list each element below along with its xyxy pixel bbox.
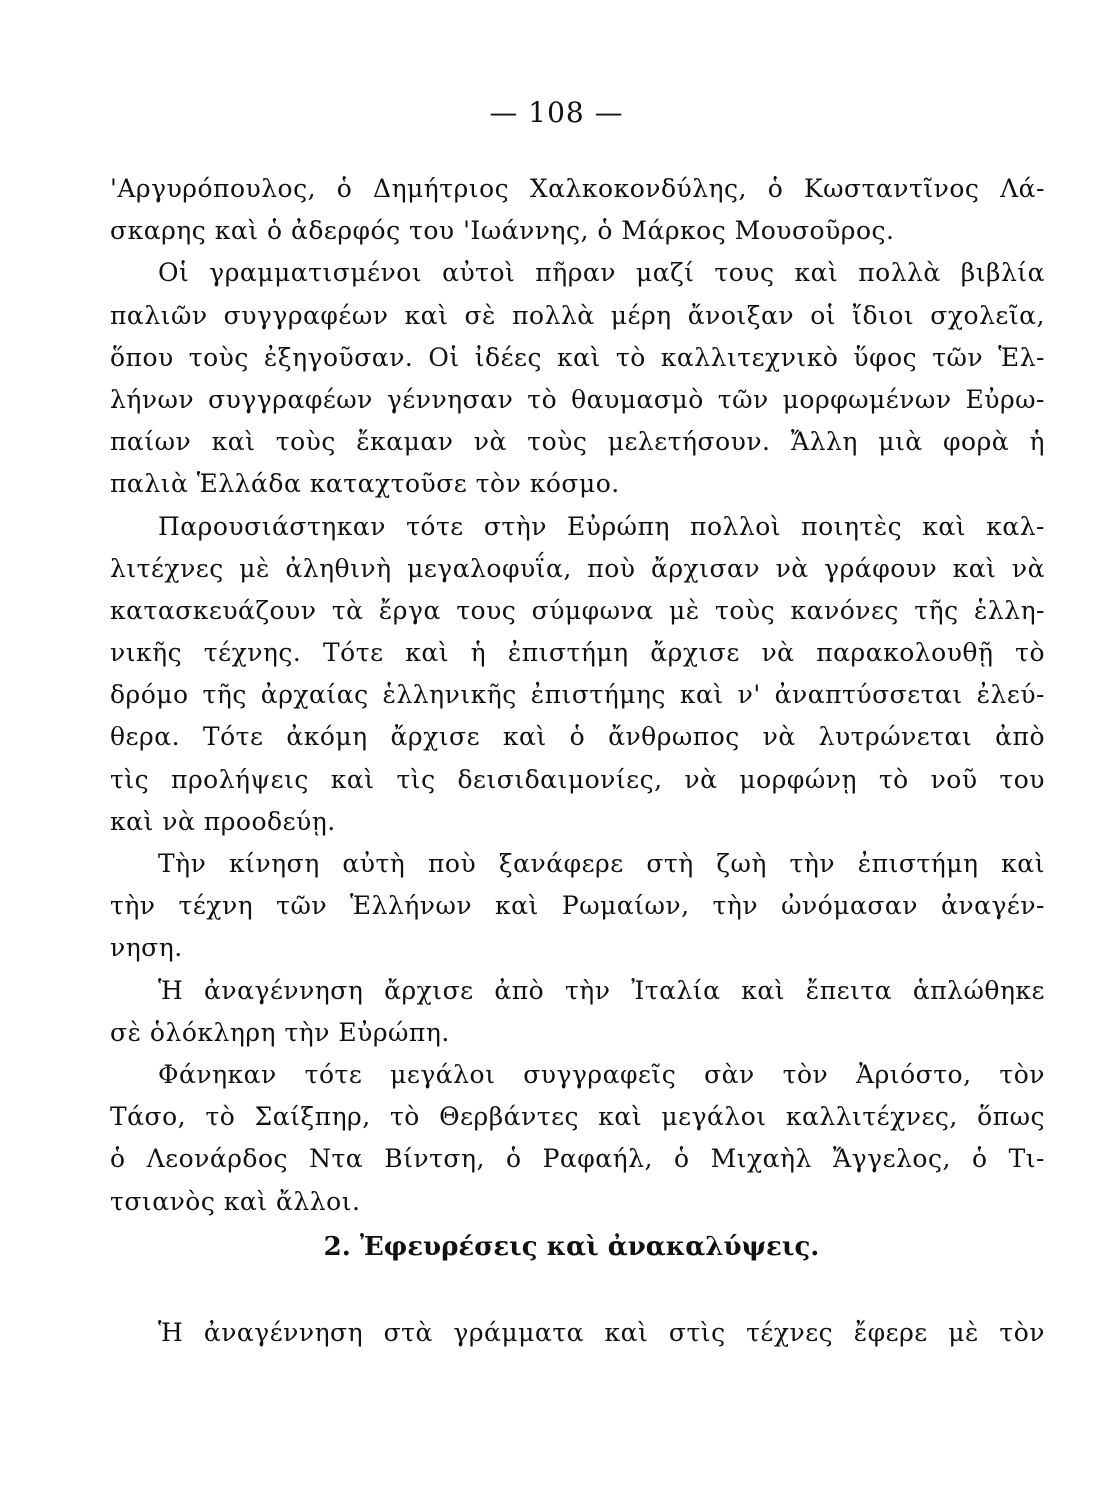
page-number: — 108 — xyxy=(489,96,624,129)
text-line: παίων καὶ τοὺς ἔκαμαν νὰ τοὺς μελετήσουν. Ἄλλη μιὰ φορὰ ἡ xyxy=(110,427,1045,457)
text-line: νικῆς τέχνης. Τότε καὶ ἡ ἐπιστήμη ἄρχισε νὰ παρακολουθῇ τὸ xyxy=(110,638,1045,668)
text-line: Οἱ γραμματισμένοι αὐτοὶ πῆραν μαζί τους καὶ πολλὰ βιβλία xyxy=(158,258,1045,288)
text-line: Ἡ ἀναγέννηση στὰ γράμματα καὶ στὶς τέχνες ἔφερε μὲ τὸν xyxy=(158,1318,1045,1347)
text-line: παλιὰ Ἑλλάδα καταχτοῦσε τὸν κόσμο. xyxy=(110,469,620,499)
text-line: 'Αργυρόπουλος, ὁ Δημήτριος Χαλκοκονδύλης, ὁ Κωσταντῖνος Λά- xyxy=(110,174,1045,203)
text-line: νηση. xyxy=(110,933,183,963)
text-line: Παρουσιάστηκαν τότε στὴν Εὐρώπη πολλοὶ ποιητὲς καὶ καλ- xyxy=(158,511,1045,541)
text-line: θερα. Τότε ἀκόμη ἄρχισε καὶ ὁ ἄνθρωπος νὰ λυτρώνεται ἀπὸ xyxy=(110,722,1045,752)
text-line: Τὴν κίνηση αὐτὴ ποὺ ξανάφερε στὴ ζωὴ τὴν ἐπιστήμη καὶ xyxy=(158,849,1045,878)
body-text-continued xyxy=(110,1312,1045,1354)
section-heading: 2. Ἐφευρέσεις καὶ ἀνακαλύψεις. xyxy=(323,1232,820,1262)
text-line: τσιανὸς καὶ ἄλλοι. xyxy=(110,1186,361,1216)
text-line: τὶς προλήψεις καὶ τὶς δεισιδαιμονίες, νὰ μορφώνῃ τὸ νοῦ του xyxy=(110,764,1045,794)
text-line: ὅπου τοὺς ἐξηγοῦσαν. Οἱ ἰδέες καὶ τὸ καλλιτεχνικὸ ὕφος τῶν Ἑλ- xyxy=(110,342,1045,372)
text-line: τὴν τέχνη τῶν Ἑλλήνων καὶ Ρωμαίων, τὴν ὠνόμασαν ἀναγέν- xyxy=(110,891,1045,921)
text-line: παλιῶν συγγραφέων καὶ σὲ πολλὰ μέρη ἄνοιξαν οἱ ἴδιοι σχολεῖα, xyxy=(110,300,1045,330)
text-line: Ἡ ἀναγέννηση ἄρχισε ἀπὸ τὴν Ἰταλία καὶ ἔπειτα ἁπλώθηκε xyxy=(158,975,1045,1005)
text-line: καὶ νὰ προοδεύῃ. xyxy=(110,806,336,836)
text-line: δρόμο τῆς ἀρχαίας ἑλληνικῆς ἐπιστήμης καὶ ν' ἀναπτύσσεται ἐλεύ- xyxy=(110,680,1045,710)
text-line: Τάσο, τὸ Σαίξπηρ, τὸ Θερβάντες καὶ μεγάλοι καλλιτέχνες, ὅπως xyxy=(110,1102,1045,1132)
text-line: σὲ ὁλόκληρη τὴν Εὐρώπη. xyxy=(110,1017,450,1047)
text-line: κατασκευάζουν τὰ ἔργα τους σύμφωνα μὲ τοὺς κανόνες τῆς ἑλλη- xyxy=(110,595,1045,625)
text-line: λιτέχνες μὲ ἀληθινὴ μεγαλοφυΐα, ποὺ ἄρχισαν νὰ γράφουν καὶ νὰ xyxy=(110,553,1045,583)
text-line: λήνων συγγραφέων γέννησαν τὸ θαυμασμὸ τῶν μορφωμένων Εὐρω- xyxy=(110,384,1045,414)
text-line: ὁ Λεονάρδος Ντα Βίντση, ὁ Ραφαήλ, ὁ Μιχαὴλ Ἄγγελος, ὁ Τι- xyxy=(110,1144,1045,1174)
text-line: σκαρης καὶ ὁ ἀδερφός του 'Ιωάννης, ὁ Μάρκος Μουσοῦρος. xyxy=(110,216,895,246)
body-text xyxy=(110,168,1045,1223)
text-line: Φάνηκαν τότε μεγάλοι συγγραφεῖς σὰν τὸν Ἀριόστο, τὸν xyxy=(158,1059,1045,1089)
